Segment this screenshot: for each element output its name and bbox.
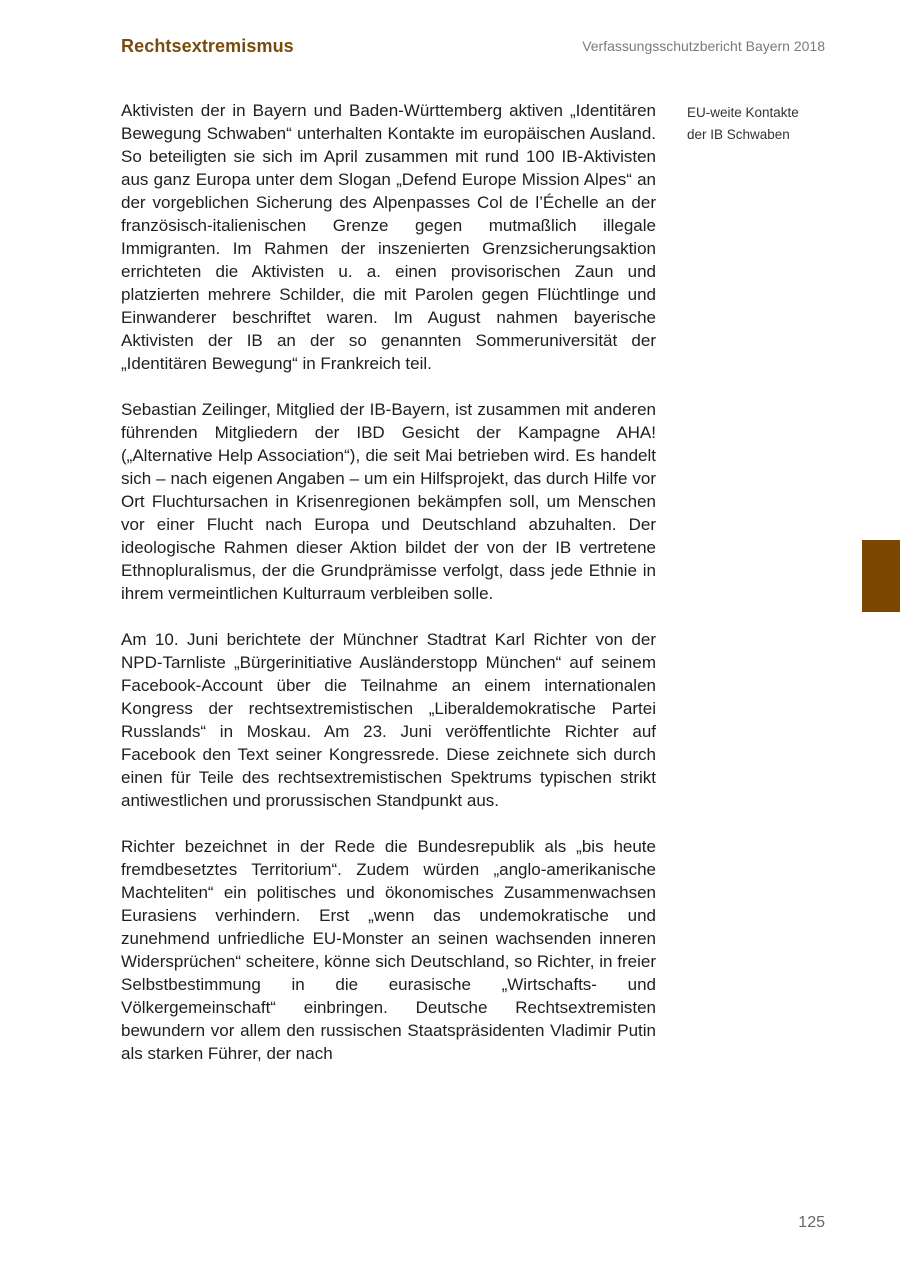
chapter-thumb-tab [862,540,900,612]
paragraph: Am 10. Juni berichtete der Münchner Stadtrat Karl Richter von der NPD-Tarnliste „Bürgerinitiative Ausländerstopp München“ auf seinem Facebook-Account über die Teilnahme an einem internationalen Kongress der rechtsextremistischen „Liberaldemokratische Partei Russlands“ in Moskau. Am 23. Juni veröffentlichte Richter auf Facebook den Text seiner Kongressrede. Diese zeichnete sich durch einen für Teile des rechtsextremistischen Spektrums typischen strikt antiwestlichen und prorussischen Standpunkt aus. [121,630,656,810]
margin-note [687,102,827,146]
margin-note-line: der IB Schwaben [687,127,790,142]
body-text [121,99,656,1088]
report-title: Verfassungsschutzbericht Bayern 2018 [582,38,825,54]
section-title: Rechtsextremismus [121,36,294,56]
paragraph: Aktivisten der in Bayern und Baden-Württemberg aktiven „Identitären Bewegung Schwaben“ unterhalten Kontakte im europäischen Ausland. So beteiligten sie sich im April zusammen mit rund 100 IB-Aktivisten aus ganz Europa unter dem Slogan „Defend Europe Mission Alpes“ an der vorgeblichen Sicherung des Alpenpasses Col de l’Échelle an der französisch-italienischen Grenze gegen mutmaßlich illegale Immigranten. Im Rahmen der inszenierten Grenzsicherungsaktion errichteten die Aktivisten u. a. einen provisorischen Zaun und platzierten mehrere Schilder, die mit Parolen gegen Flüchtlinge und Einwanderer beschriftet waren. Im August nahmen bayerische Aktivisten der IB an der so genannten Sommeruniversität der „Identitären Bewegung“ in Frankreich teil. [121,101,656,373]
margin-note-line: EU-weite Kontakte [687,105,799,120]
paragraph: Richter bezeichnet in der Rede die Bundesrepublik als „bis heute fremdbesetztes Territorium“. Zudem würden „anglo-amerikanische Machteliten“ ein politisches und ökonomisches Zusammenwachsen Eurasiens verhindern. Erst „wenn das undemokratische und zunehmend unfriedliche EU-Monster an seinen wachsenden inneren Widersprüchen“ scheitere, könne sich Deutschland, so Richter, in freier Selbstbestimmung in die eurasische „Wirtschafts- und Völkergemeinschaft“ einbringen. Deutsche Rechtsextremisten bewundern vor allem den russischen Staatspräsidenten Vladimir Putin als starken Führer, der nach [121,837,656,1063]
paragraph: Sebastian Zeilinger, Mitglied der IB-Bayern, ist zusammen mit anderen führenden Mitgliedern der IBD Gesicht der Kampagne AHA! („Alternative Help Association“), die seit Mai betrieben wird. Es handelt sich – nach eigenen Angaben – um ein Hilfsprojekt, das durch Hilfe vor Ort Fluchtursachen in Krisenregionen bekämpfen soll, um Menschen vor einer Flucht nach Europa und Deutschland abzuhalten. Der ideologische Rahmen dieser Aktion bildet der von der IB vertretene Ethnopluralismus, der die Grundprämisse verfolgt, dass jede Ethnie in ihrem vermeintlichen Kulturraum verbleiben solle. [121,400,656,603]
page-number: 125 [798,1214,825,1231]
